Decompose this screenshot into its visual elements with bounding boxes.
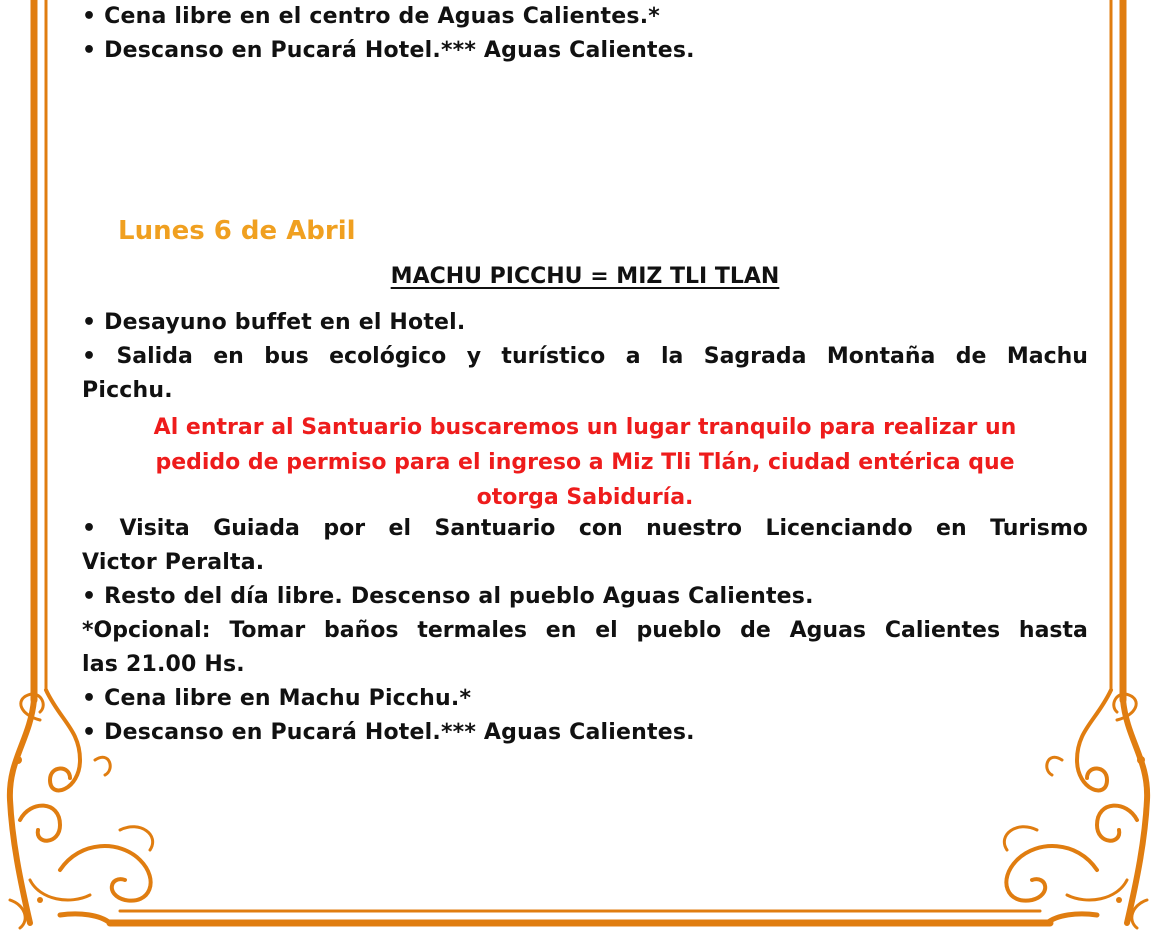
optional-note-line1: *Opcional: Tomar baños termales en el pueblo de Aguas Calientes hasta [82, 618, 1088, 643]
highlight-line: otorga Sabiduría. [476, 485, 694, 510]
list-item: • Descanso en Pucará Hotel.*** Aguas Calientes. [82, 720, 695, 745]
highlight-line: Al entrar al Santuario buscaremos un lugar tranquilo para realizar un [153, 415, 1017, 440]
list-item: • Resto del día libre. Descenso al pueblo Aguas Calientes. [82, 584, 814, 609]
list-item: • Cena libre en el centro de Aguas Calientes.* [82, 4, 660, 29]
list-item-visita-line2: Victor Peralta. [82, 550, 265, 575]
highlight-note [82, 410, 1088, 515]
optional-note-line2: las 21.00 Hs. [82, 652, 245, 677]
day-date: Lunes 6 de Abril [118, 216, 356, 246]
list-item: • Cena libre en Machu Picchu.* [82, 686, 472, 711]
list-item: • Desayuno buffet en el Hotel. [82, 310, 466, 335]
previous-day-tail [82, 0, 1088, 68]
highlight-line: pedido de permiso para el ingreso a Miz Tli Tlán, ciudad entérica que [155, 450, 1015, 475]
list-item-salida-line1: • Salida en bus ecológico y turístico a la Sagrada Montaña de Machu [82, 344, 1088, 369]
list-item-visita-line1: • Visita Guiada por el Santuario con nuestro Licenciando en Turismo [82, 516, 1088, 541]
itinerary-list-part2 [82, 512, 1088, 750]
section-title: MACHU PICCHU = MIZ TLI TLAN [390, 264, 780, 289]
list-item-salida-line2: Picchu. [82, 378, 173, 403]
list-item: • Descanso en Pucará Hotel.*** Aguas Calientes. [82, 38, 695, 63]
itinerary-list-part1 [82, 306, 1088, 408]
